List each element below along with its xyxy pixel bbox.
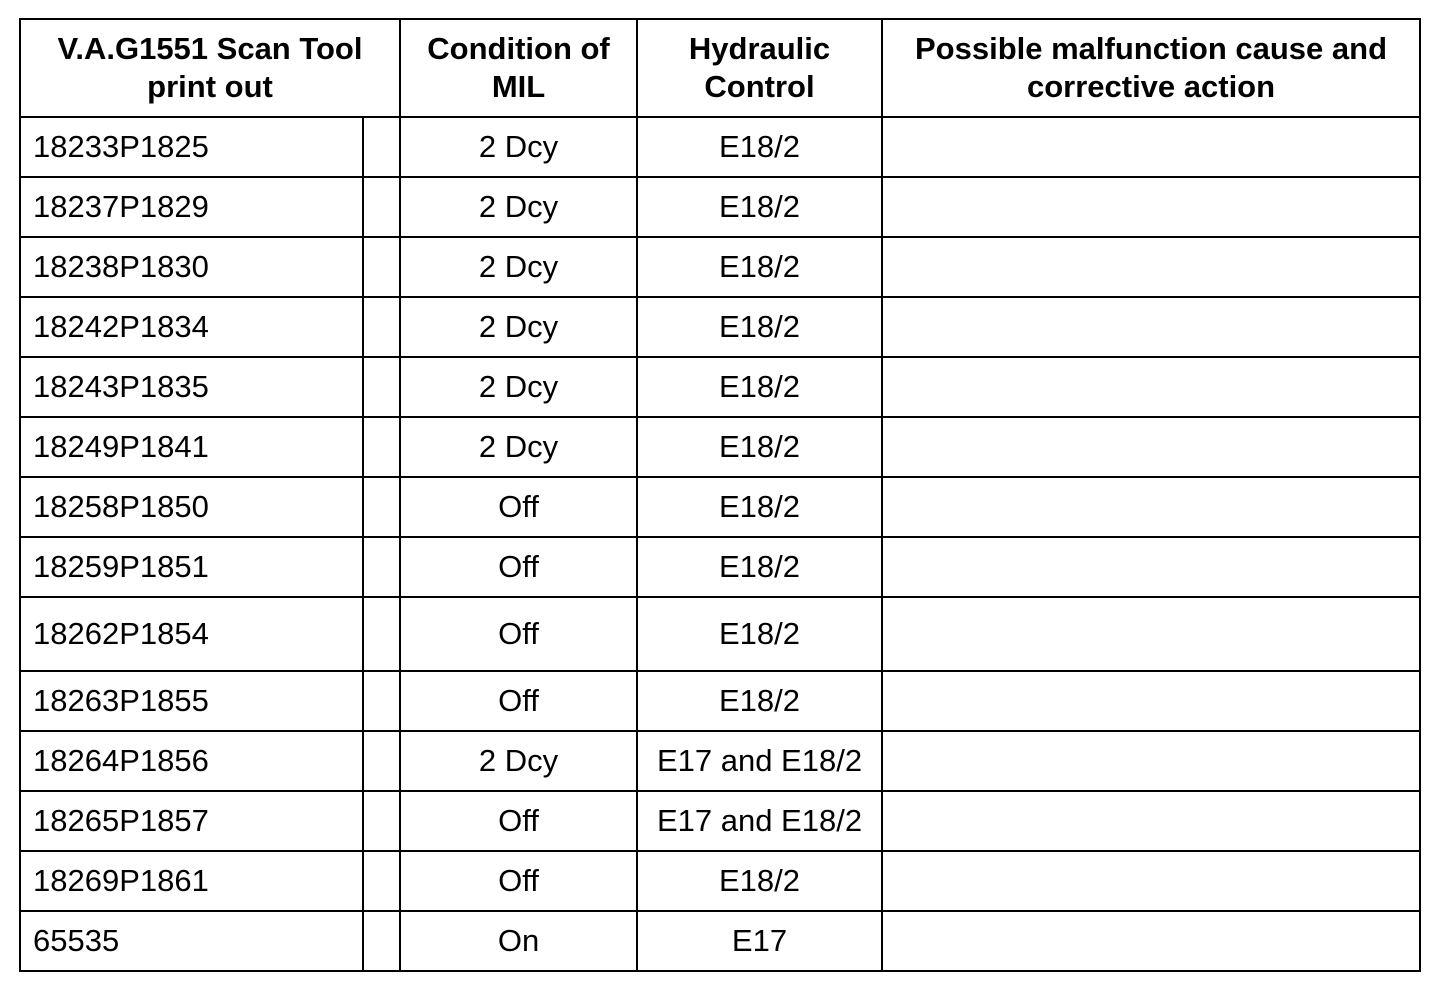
cell-malfunction-cause [882, 851, 1420, 911]
cell-malfunction-cause [882, 117, 1420, 177]
cell-malfunction-cause [882, 731, 1420, 791]
cell-mil-condition: 2 Dcy [400, 357, 637, 417]
cell-spacer [363, 731, 400, 791]
cell-malfunction-cause [882, 477, 1420, 537]
cell-hydraulic-control: E18/2 [637, 237, 882, 297]
cell-hydraulic-control: E17 [637, 911, 882, 971]
cell-hydraulic-control: E18/2 [637, 357, 882, 417]
table-row [20, 177, 1420, 237]
cell-mil-condition: Off [400, 597, 637, 671]
cell-dtc-code: 18249P1841 [20, 417, 363, 477]
cell-mil-condition: 2 Dcy [400, 177, 637, 237]
header-malfunction-cause: Possible malfunction cause and corrective action [882, 19, 1420, 117]
cell-spacer [363, 537, 400, 597]
cell-dtc-code: 18238P1830 [20, 237, 363, 297]
table-header-row [20, 19, 1420, 117]
dtc-table [19, 18, 1421, 972]
cell-dtc-code: 18262P1854 [20, 597, 363, 671]
cell-mil-condition: Off [400, 477, 637, 537]
table-row [20, 297, 1420, 357]
cell-hydraulic-control: E18/2 [637, 177, 882, 237]
cell-mil-condition: 2 Dcy [400, 237, 637, 297]
cell-hydraulic-control: E18/2 [637, 851, 882, 911]
cell-malfunction-cause [882, 791, 1420, 851]
cell-dtc-code: 18263P1855 [20, 671, 363, 731]
cell-spacer [363, 791, 400, 851]
header-hydraulic-control: Hydraulic Control [637, 19, 882, 117]
cell-malfunction-cause [882, 911, 1420, 971]
cell-malfunction-cause [882, 417, 1420, 477]
cell-hydraulic-control: E18/2 [637, 477, 882, 537]
cell-hydraulic-control: E18/2 [637, 297, 882, 357]
cell-mil-condition: Off [400, 537, 637, 597]
cell-mil-condition: Off [400, 671, 637, 731]
table-row [20, 791, 1420, 851]
cell-malfunction-cause [882, 537, 1420, 597]
cell-dtc-code: 18233P1825 [20, 117, 363, 177]
cell-mil-condition: Off [400, 791, 637, 851]
cell-dtc-code: 18237P1829 [20, 177, 363, 237]
cell-mil-condition: 2 Dcy [400, 297, 637, 357]
cell-dtc-code: 18264P1856 [20, 731, 363, 791]
table-row [20, 537, 1420, 597]
cell-spacer [363, 357, 400, 417]
cell-dtc-code: 18258P1850 [20, 477, 363, 537]
cell-mil-condition: 2 Dcy [400, 117, 637, 177]
table-row [20, 671, 1420, 731]
cell-malfunction-cause [882, 671, 1420, 731]
cell-spacer [363, 117, 400, 177]
cell-dtc-code: 18259P1851 [20, 537, 363, 597]
table-row [20, 357, 1420, 417]
table-row [20, 237, 1420, 297]
cell-mil-condition: Off [400, 851, 637, 911]
table-row [20, 911, 1420, 971]
cell-mil-condition: 2 Dcy [400, 417, 637, 477]
cell-mil-condition: 2 Dcy [400, 731, 637, 791]
cell-hydraulic-control: E18/2 [637, 117, 882, 177]
cell-spacer [363, 597, 400, 671]
cell-spacer [363, 237, 400, 297]
cell-spacer [363, 671, 400, 731]
cell-hydraulic-control: E18/2 [637, 537, 882, 597]
cell-dtc-code: 18243P1835 [20, 357, 363, 417]
cell-dtc-code: 18242P1834 [20, 297, 363, 357]
cell-malfunction-cause [882, 297, 1420, 357]
cell-spacer [363, 297, 400, 357]
header-scan-tool-printout: V.A.G1551 Scan Tool print out [20, 19, 400, 117]
cell-spacer [363, 477, 400, 537]
cell-hydraulic-control: E17 and E18/2 [637, 791, 882, 851]
table-row [20, 117, 1420, 177]
cell-hydraulic-control: E18/2 [637, 671, 882, 731]
cell-mil-condition: On [400, 911, 637, 971]
table-body [20, 117, 1420, 971]
table-row [20, 417, 1420, 477]
table-row [20, 477, 1420, 537]
cell-spacer [363, 417, 400, 477]
cell-hydraulic-control: E18/2 [637, 417, 882, 477]
cell-malfunction-cause [882, 597, 1420, 671]
header-condition-of-mil: Condition of MIL [400, 19, 637, 117]
cell-hydraulic-control: E18/2 [637, 597, 882, 671]
cell-malfunction-cause [882, 177, 1420, 237]
cell-malfunction-cause [882, 357, 1420, 417]
cell-spacer [363, 177, 400, 237]
cell-dtc-code: 18269P1861 [20, 851, 363, 911]
table-row [20, 851, 1420, 911]
cell-dtc-code: 18265P1857 [20, 791, 363, 851]
table-row [20, 731, 1420, 791]
cell-malfunction-cause [882, 237, 1420, 297]
table-row [20, 597, 1420, 671]
cell-dtc-code: 65535 [20, 911, 363, 971]
cell-spacer [363, 911, 400, 971]
cell-hydraulic-control: E17 and E18/2 [637, 731, 882, 791]
cell-spacer [363, 851, 400, 911]
